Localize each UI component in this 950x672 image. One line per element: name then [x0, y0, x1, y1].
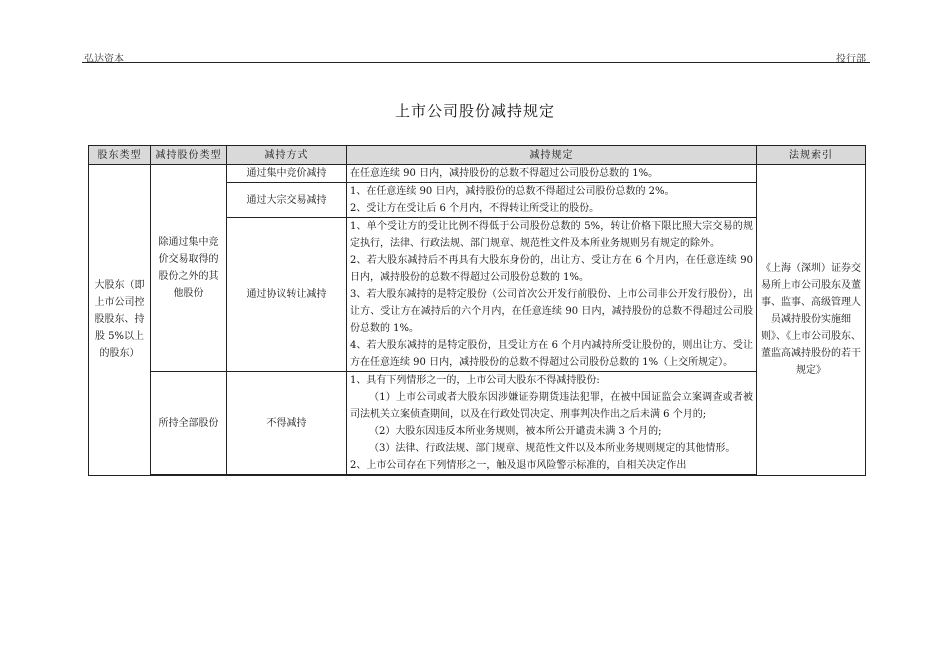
rule-text: 2、上市公司存在下列情形之一，触及退市风险警示标准的，自相关决定作出	[350, 460, 687, 471]
table-row	[89, 165, 866, 183]
rule-text: 2、受让方在受让后 6 个月内，不得转让所受让的股份。	[350, 203, 600, 214]
col-header-method: 减持方式	[227, 146, 347, 165]
rule-cell	[347, 165, 757, 183]
regulation-cell: 《上海（深圳）证券交易所上市公司股东及董事、监事、高级管理人员减持股份实施细则》、《上市公司股东、董监高减持股份的若干规定》	[757, 165, 866, 476]
rule-text: 1、具有下列情形之一的，上市公司大股东不得减持股份:	[350, 375, 600, 386]
page-title: 上市公司股份减持规定	[394, 102, 555, 120]
rule-cell	[347, 372, 757, 476]
method-cell: 通过集中竞价减持	[227, 165, 347, 183]
table-header-row	[89, 146, 866, 165]
col-header-regulation: 法规索引	[757, 146, 866, 165]
rule-text: （2）大股东因违反本所业务规则，被本所公开谴责未满 3 个月的;	[369, 426, 662, 437]
share-type-cell: 所持全部股份	[151, 372, 227, 476]
rule-text: 3、若大股东减持的是特定股份（公司首次公开发行前股份、上市公司非公开发行股份），出让方、受让方在减持后的六个月内，在任意连续 90 日内，减持股份的总数不得超过公司股份总数的 1%。	[350, 289, 753, 334]
table-row	[89, 372, 866, 476]
share-type-cell: 除通过集中竞价交易取得的股份之外的其他股份	[151, 165, 227, 372]
header-divider	[82, 62, 870, 63]
method-cell: 通过协议转让减持	[227, 218, 347, 372]
rule-text: 4、若大股东减持的是特定股份，且受让方在 6 个月内减持所受让股份的，则出让方、受让方在任意连续 90 日内，减持股份的总数不得超过公司股份总数的 1%（上交所规定）。	[350, 340, 753, 368]
method-cell: 不得减持	[227, 372, 347, 476]
shareholder-type-cell: 大股东（即上市公司控股股东、持股 5%以上的股东）	[89, 165, 151, 476]
header-company: 弘达资本	[84, 54, 124, 65]
rule-text: 1、在任意连续 90 日内，减持股份的总数不得超过公司股份总数的 2%。	[350, 186, 675, 197]
rule-cell	[347, 183, 757, 218]
rule-text: 1、单个受让方的受让比例不得低于公司股份总数的 5%，转让价格下限比照大宗交易的规定执行，法律、行政法规、部门规章、规范性文件及本所业务规则另有规定的除外。	[350, 221, 753, 249]
rule-cell	[347, 218, 757, 372]
method-cell: 通过大宗交易减持	[227, 183, 347, 218]
reduction-rules-table	[88, 145, 866, 476]
col-header-share-type: 减持股份类型	[151, 146, 227, 165]
header-department: 投行部	[836, 54, 866, 65]
col-header-rules: 减持规定	[347, 146, 757, 165]
rule-text: （1）上市公司或者大股东因涉嫌证券期货违法犯罪，在被中国证监会立案调查或者被司法机关立案侦查期间，以及在行政处罚决定、刑事判决作出之后未满 6 个月的;	[350, 392, 753, 420]
col-header-shareholder-type: 股东类型	[89, 146, 151, 165]
rule-text: 2、若大股东减持后不再具有大股东身份的，出让方、受让方在 6 个月内，在任意连续 90 日内，减持股份的总数不得超过公司股份总数的 1%。	[350, 255, 753, 283]
rule-text: 在任意连续 90 日内，减持股份的总数不得超过公司股份总数的 1%。	[350, 168, 659, 179]
rule-text: （3）法律、行政法规、部门规章、规范性文件以及本所业务规则规定的其他情形。	[369, 443, 736, 454]
